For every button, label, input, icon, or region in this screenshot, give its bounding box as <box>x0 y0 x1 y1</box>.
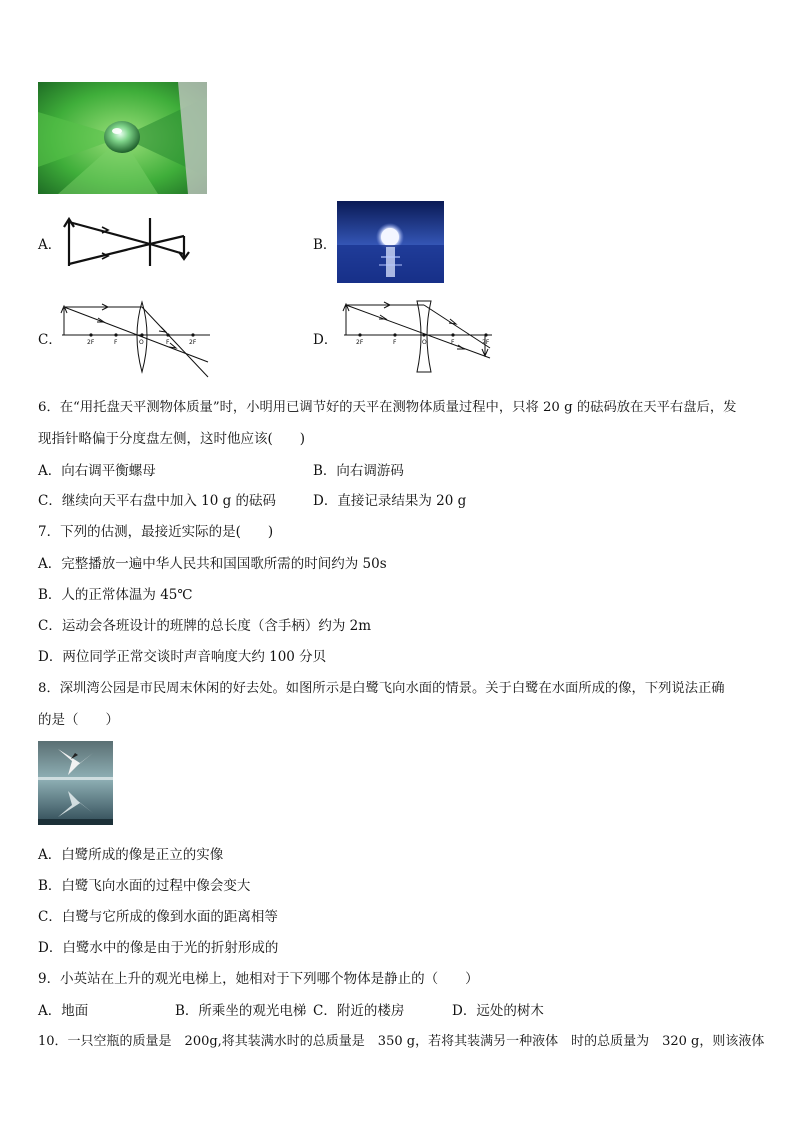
reflection-ray-diagram <box>62 216 192 272</box>
option-c-label: C． <box>38 332 62 348</box>
q8-option-d: D．白鹭水中的像是由于光的折射形成的 <box>38 940 279 956</box>
option-a-label: A． <box>38 237 62 253</box>
label-2f-left: 2F <box>356 339 364 346</box>
q7-option-b: B．人的正常体温为 45℃ <box>38 587 193 603</box>
q10-stem: 10．一只空瓶的质量是 200g,将其装满水时的总质量是 350 g，若将其装满另一种液体 时的总质量为 320 g，则该液体 <box>38 1034 765 1049</box>
label-2f-right: 2F <box>189 339 197 346</box>
q9-stem: 9．小英站在上升的观光电梯上，她相对于下列哪个物体是静止的（ ） <box>38 971 479 987</box>
q6-option-a: A．向右调平衡螺母 <box>38 463 156 479</box>
q9-option-d: D．远处的树木 <box>452 1003 544 1019</box>
q9-option-b: B．所乘坐的观光电梯 <box>175 1003 307 1019</box>
q8-option-a: A．白鹭所成的像是正立的实像 <box>38 847 224 863</box>
q6-option-d: D．直接记录结果为 20 g <box>313 493 467 509</box>
q8-stem-line2: 的是（ ） <box>38 712 119 728</box>
q7-option-a: A．完整播放一遍中华人民共和国国歌所需的时间约为 50s <box>38 556 387 572</box>
option-d-label: D． <box>313 332 338 348</box>
q8-stem-line1: 8．深圳湾公园是市民周末休闲的好去处。如图所示是白鹭飞向水面的情景。关于白鹭在水面所成的像，下列说法正确 <box>38 681 725 696</box>
label-2f-right: 2F <box>482 339 490 346</box>
q6-stem-line1: 6．在“用托盘天平测物体质量”时，小明用已调节好的天平在测物体质量过程中，只将 20 g 的砝码放在天平右盘后，发 <box>38 400 737 415</box>
water-drop-leaf-image <box>38 82 207 194</box>
concave-lens-ray-diagram <box>340 300 500 384</box>
q9-option-c: C．附近的楼房 <box>313 1003 405 1019</box>
convex-lens-ray-diagram <box>58 300 218 384</box>
q7-option-c: C．运动会各班设计的班牌的总长度（含手柄）约为 2m <box>38 618 372 634</box>
label-f-right: F <box>451 339 455 346</box>
label-f-left: F <box>393 339 397 346</box>
label-2f-left: 2F <box>87 339 95 346</box>
q6-option-b: B．向右调游码 <box>313 463 404 479</box>
q8-option-c: C．白鹭与它所成的像到水面的距离相等 <box>38 909 278 925</box>
q8-option-b: B．白鹭飞向水面的过程中像会变大 <box>38 878 251 894</box>
label-o: O <box>422 339 427 346</box>
label-f-right: F <box>166 339 170 346</box>
q7-option-d: D．两位同学正常交谈时声音响度大约 100 分贝 <box>38 649 327 665</box>
q9-option-a: A．地面 <box>38 1003 89 1019</box>
egret-reflection-image <box>38 741 113 825</box>
option-b-label: B． <box>313 237 337 253</box>
label-f-left: F <box>114 339 118 346</box>
q6-option-c: C．继续向天平右盘中加入 10 g 的砝码 <box>38 493 277 509</box>
q6-stem-line2: 现指针略偏于分度盘左侧，这时他应该( ) <box>38 431 306 447</box>
moon-over-water-image <box>337 201 444 283</box>
label-o: O <box>139 339 144 346</box>
q7-stem: 7．下列的估测，最接近实际的是( ) <box>38 524 274 540</box>
